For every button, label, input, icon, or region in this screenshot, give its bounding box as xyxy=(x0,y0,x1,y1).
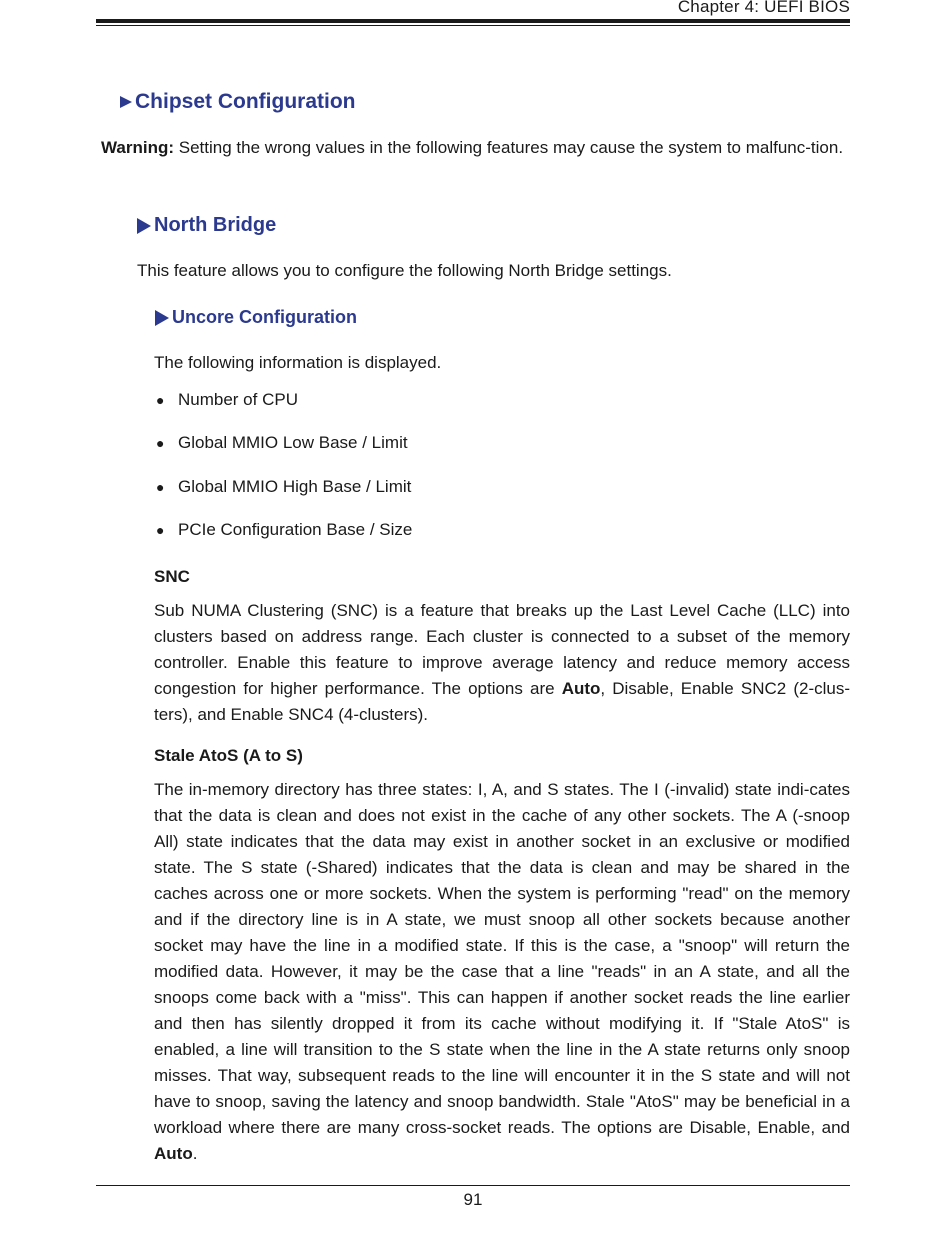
uncore-description: The following information is displayed. xyxy=(154,353,442,372)
list-item xyxy=(154,474,850,517)
header-rule-thin xyxy=(96,25,850,26)
footer-rule xyxy=(96,1185,850,1186)
atos-text-a: The in-memory directory has three states: I, A, and S states. The I (-invalid) state indi-cates that the data is clean and does not exist in the cache of any other sockets. The A (-snoop All) state indicates that the data may exist in another socket in an exclusive or modified state. The S state (-Shared) indicates that the data is clean and may be shared in the caches across one or more sockets. When the system is performing "read" on the memory and if the directory line is in A state, we must snoop all other sockets because another socket may have the line in a modified state. If this is the case, a "snoop" will return the modified data. However, it may be the case that a line "reads" in an A state, and all the snoops come back with a "miss". This can happen if another socket reads the line earlier and then has silently dropped it from its cache without modifying it. If "Stale AtoS" is enabled, a line will transition to the S state when the line in the A state returns only snoop misses. That way, subsequent reads to the line will encounter it in the S state and will not have to snoop, saving the latency and snoop bandwidth. Stale "AtoS" may be beneficial in a workload where there are many cross-socket reads. The options are Disable, Enable, and xyxy=(154,780,850,1137)
bullet-icon: ● xyxy=(156,521,165,538)
list-item-text: Number of CPU xyxy=(178,390,298,409)
info-list xyxy=(154,387,850,560)
list-item-text: PCIe Configuration Base / Size xyxy=(178,519,413,539)
uncore-configuration-heading xyxy=(155,307,357,328)
chapter-header: Chapter 4: UEFI BIOS xyxy=(677,0,850,16)
snc-default-option: Auto xyxy=(561,679,601,698)
snc-text-a: Sub NUMA Clustering (SNC) is a feature that breaks up the Last Level Cache (LLC) into clusters based on address range. Each cluster is connected to a subset of the memory controller. Enable this feature to improve average latency and reduce memory access congestion for higher performance. The options are xyxy=(154,601,850,698)
snc-text-b: , Disable, Enable SNC2 (2-clus-ters), and Enable SNC4 (4-clusters). xyxy=(154,679,850,724)
snc-heading: SNC xyxy=(154,567,190,586)
north-bridge-title: North Bridge xyxy=(154,214,277,236)
chipset-configuration-title: Chipset Configuration xyxy=(135,90,356,113)
warning-text: Setting the wrong values in the following features may cause the system to malfunc-tion. xyxy=(174,138,844,157)
list-item xyxy=(154,387,850,430)
atos-default-option: Auto xyxy=(154,1144,193,1163)
list-item-text: Global MMIO High Base / Limit xyxy=(178,476,412,496)
list-item-text: Global MMIO Low Base / Limit xyxy=(178,433,408,453)
list-item xyxy=(154,517,850,560)
bullet-icon: ● xyxy=(156,392,165,408)
north-bridge-heading xyxy=(137,214,276,237)
triangle-right-icon xyxy=(137,218,151,234)
bullet-icon: ● xyxy=(156,435,165,452)
page-number: 91 xyxy=(463,1190,483,1209)
warning-label: Warning: xyxy=(101,138,175,157)
chipset-configuration-heading xyxy=(120,90,355,114)
warning-paragraph xyxy=(101,135,850,161)
uncore-configuration-title: Uncore Configuration xyxy=(172,307,357,327)
atos-text-b: . xyxy=(192,1144,198,1163)
list-item xyxy=(154,430,850,473)
stale-atos-paragraph xyxy=(154,777,850,1167)
triangle-right-icon xyxy=(155,310,169,326)
north-bridge-description: This feature allows you to configure the following North Bridge settings. xyxy=(137,261,672,280)
snc-paragraph xyxy=(154,598,850,728)
triangle-right-icon xyxy=(120,96,132,108)
header-rule-thick xyxy=(96,19,850,23)
stale-atos-heading: Stale AtoS (A to S) xyxy=(154,746,303,765)
bullet-icon: ● xyxy=(156,478,165,495)
